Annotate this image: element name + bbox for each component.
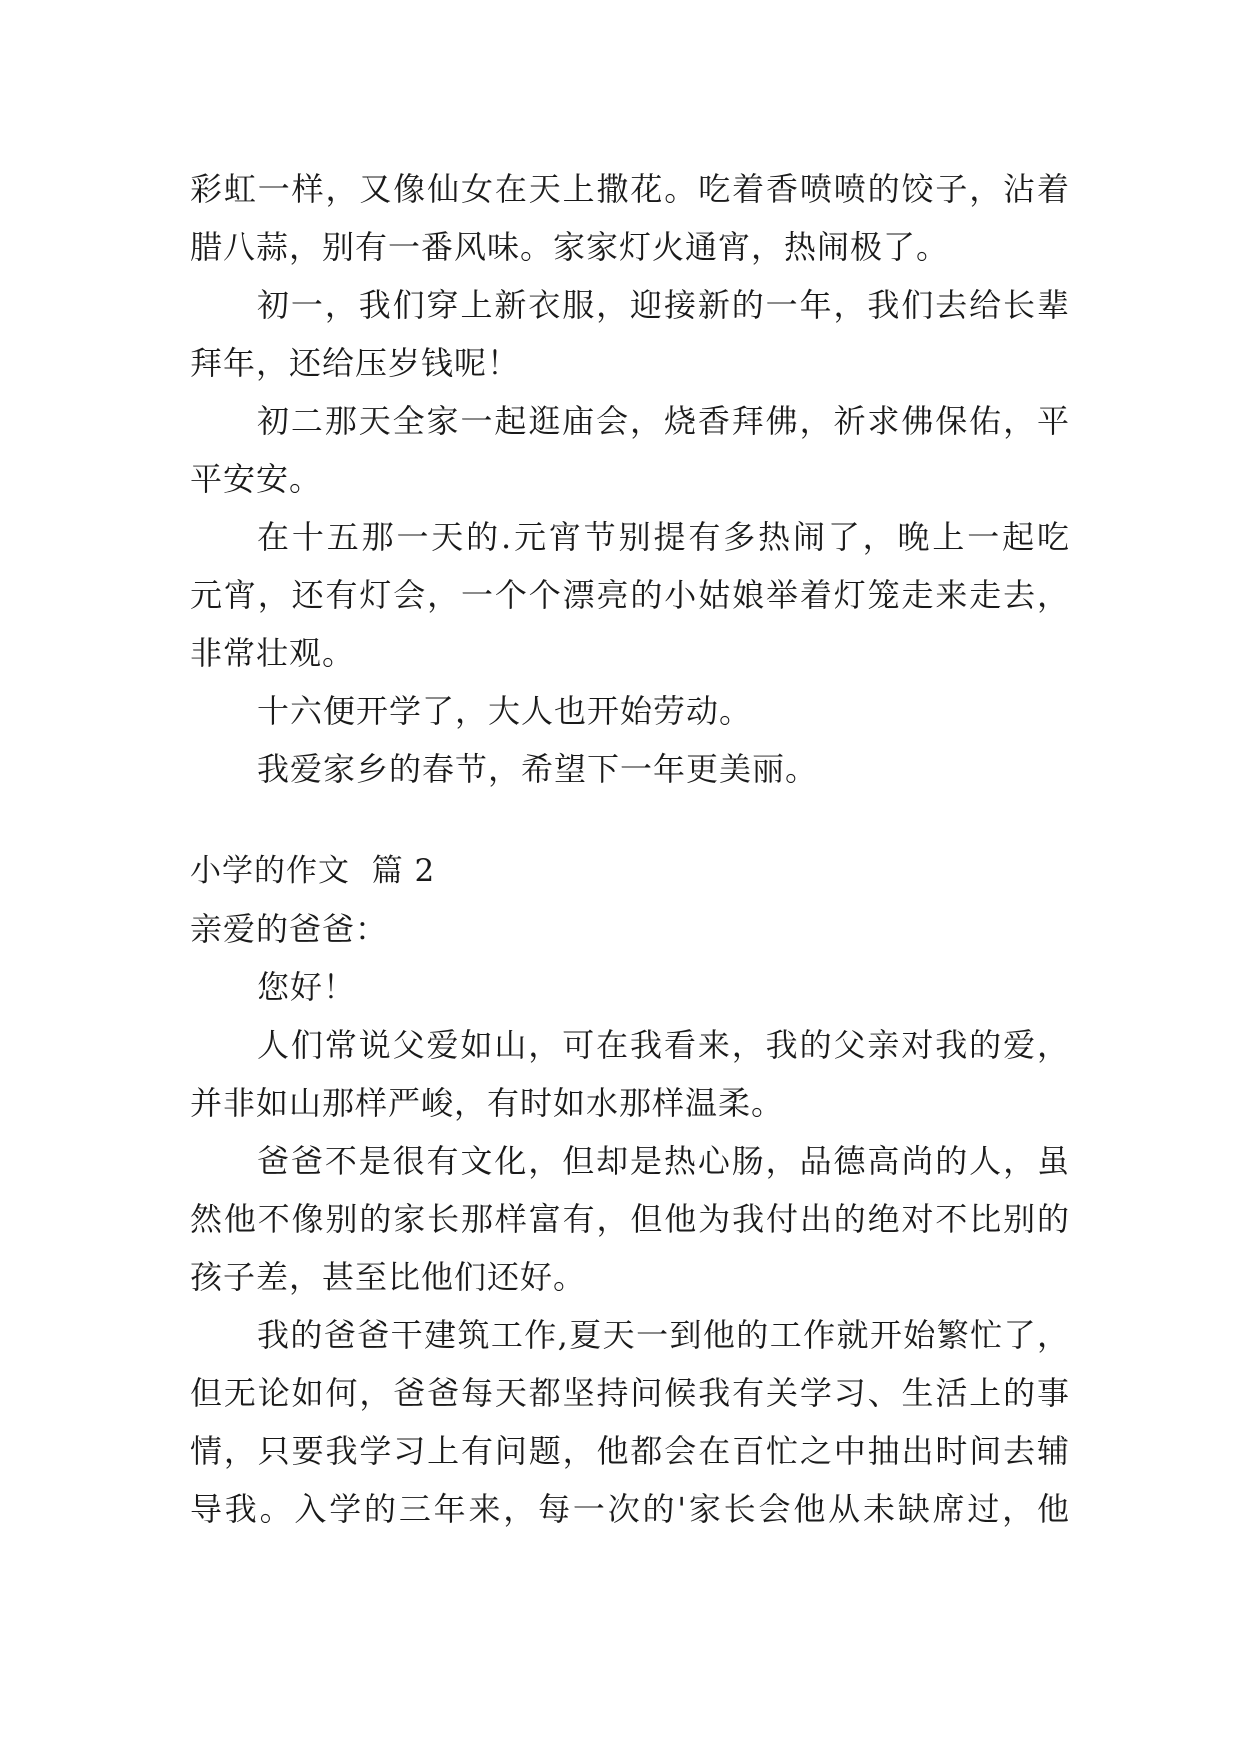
salutation: 亲爱的爸爸： [190,910,389,948]
text-line: 爸爸不是很有文化，但却是热心肠，品德高尚的人，虽 [257,1142,1070,1180]
text-line: 平安安。 [190,460,323,498]
document-body [190,160,1070,1538]
paragraph-rainbow [190,160,1070,276]
paragraph-fatherly-love [190,1016,1070,1132]
text-line: 非常壮观。 [190,634,356,672]
paragraph-new-year-day [190,276,1070,392]
text-line: 初二那天全家一起逛庙会，烧香拜佛，祈求佛保佑，平 [257,402,1070,440]
paragraph-school-starts [190,682,1070,740]
text-line: 然他不像别的家长那样富有，但他为我付出的绝对不比别的 [190,1200,1070,1238]
text-line: 彩虹一样，又像仙女在天上撒花。吃着香喷喷的饺子，沾着 [190,170,1070,208]
text-line: 人们常说父爱如山，可在我看来，我的父亲对我的爱， [257,1026,1070,1064]
text-line: 在十五那一天的.元宵节别提有多热闹了，晚上一起吃 [257,518,1070,556]
text-line: 初一，我们穿上新衣服，迎接新的一年，我们去给长辈 [257,286,1070,324]
text-line: 并非如山那样严峻，有时如水那样温柔。 [190,1084,785,1122]
text-line: 情，只要我学习上有问题，他都会在百忙之中抽出时间去辅 [190,1432,1070,1470]
text-line: 腊八蒜，别有一番风味。家家灯火通宵，热闹极了。 [190,228,950,266]
text-line: 拜年，还给压岁钱呢！ [190,344,521,382]
text-line: 孩子差，甚至比他们还好。 [190,1258,587,1296]
text-line: 导我。入学的三年来，每一次的'家长会他从未缺席过，他 [190,1490,1070,1528]
paragraph-lantern-festival [190,508,1070,682]
paragraph-conclusion [190,740,1070,798]
text-line: 我爱家乡的春节，希望下一年更美丽。 [257,750,819,788]
paragraph-temple-fair [190,392,1070,508]
greeting: 您好！ [257,968,357,1006]
section-gap [190,798,1070,842]
text-line: 十六便开学了，大人也开始劳动。 [257,692,753,730]
text-line: 我的爸爸干建筑工作,夏天一到他的工作就开始繁忙了， [257,1316,1070,1354]
paragraph-father-character [190,1132,1070,1306]
section-heading: 小学的作文 篇 2 [190,853,436,889]
text-line: 但无论如何，爸爸每天都坚持问候我有关学习、生活上的事 [190,1374,1070,1412]
text-line: 元宵，还有灯会，一个个漂亮的小姑娘举着灯笼走来走去， [190,576,1070,614]
paragraph-father-work [190,1306,1070,1538]
